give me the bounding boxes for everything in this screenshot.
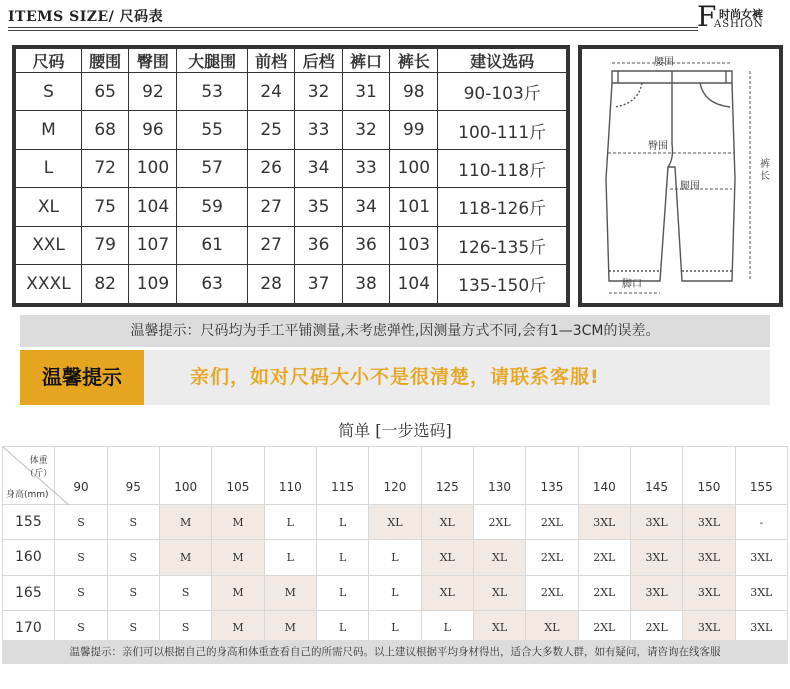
brand-en: ASHION: [714, 19, 764, 30]
thigh-label: 腿围: [680, 181, 700, 192]
size-table-header-cell: 腰围: [81, 47, 128, 73]
chooser-size-cell: 3XL: [578, 505, 630, 540]
size-chooser-grid: [2, 446, 788, 646]
size-table-cell: 24: [247, 73, 294, 111]
chooser-weight-cell: 140: [578, 447, 630, 505]
size-table-row: [14, 264, 568, 305]
chooser-weight-cell: 110: [264, 447, 316, 505]
chooser-size-cell: S: [55, 575, 107, 610]
chooser-row: [3, 575, 788, 610]
size-table-cell: 55: [177, 111, 247, 149]
size-chooser-table: [2, 446, 788, 646]
chooser-size-cell: 2XL: [473, 505, 525, 540]
chooser-weight-cell: 115: [316, 447, 368, 505]
header-divider-2: [8, 30, 698, 31]
size-table-header-cell: 裤长: [390, 47, 438, 73]
chooser-weight-cell: 130: [473, 447, 525, 505]
chooser-size-cell: XL: [526, 610, 578, 645]
size-table-cell: 100: [129, 149, 177, 187]
size-table-cell: 57: [177, 149, 247, 187]
chooser-height-cell: 155: [3, 505, 55, 540]
chooser-size-cell: XL: [473, 610, 525, 645]
size-table-cell: 36: [295, 226, 342, 264]
chooser-size-cell: XL: [421, 575, 473, 610]
size-table-cell: 36: [342, 226, 389, 264]
brand-logo-letter: F: [697, 0, 717, 33]
size-table-cell: 100: [390, 149, 438, 187]
waist-label: 腰围: [654, 57, 674, 68]
chooser-size-cell: 3XL: [630, 505, 682, 540]
size-table-cell: 61: [177, 226, 247, 264]
size-table-header-cell: 尺码: [14, 47, 81, 73]
size-table-cell: 33: [342, 149, 389, 187]
tip-banner-text: 亲们，如对尺码大小不是很清楚，请联系客服!: [190, 366, 600, 388]
size-table-cell: 104: [390, 264, 438, 305]
chooser-size-cell: 2XL: [578, 610, 630, 645]
size-table-cell: 75: [81, 188, 128, 226]
size-table: [12, 45, 570, 307]
size-table-header-cell: 建议选码: [438, 47, 568, 73]
size-table-cell: 34: [295, 149, 342, 187]
chooser-size-cell: M: [159, 540, 211, 575]
size-table-cell: L: [14, 149, 81, 187]
size-table-header-cell: 大腿围: [177, 47, 247, 73]
chooser-size-cell: S: [55, 505, 107, 540]
size-table-cell: 32: [342, 111, 389, 149]
pants-diagram: [578, 45, 783, 307]
size-table-cell: 35: [295, 188, 342, 226]
size-table-cell: XXXL: [14, 264, 81, 305]
size-table-cell: 59: [177, 188, 247, 226]
weight-axis-label: 体重（斤）: [25, 456, 53, 479]
chooser-size-cell: 2XL: [526, 505, 578, 540]
chooser-weight-cell: 100: [159, 447, 211, 505]
chooser-size-cell: L: [421, 610, 473, 645]
chooser-size-cell: S: [107, 505, 159, 540]
page-header: [0, 0, 790, 34]
size-table-cell: 98: [390, 73, 438, 111]
size-table-cell: 72: [81, 149, 128, 187]
chooser-size-cell: L: [316, 540, 368, 575]
height-axis-label: 身高(mm): [6, 490, 49, 500]
chooser-row: [3, 505, 788, 540]
chooser-size-cell: 3XL: [683, 610, 735, 645]
size-table-cell: 103: [390, 226, 438, 264]
size-table-cell: 27: [247, 188, 294, 226]
chooser-title-bracket: [一步选码]: [375, 421, 452, 440]
chooser-size-cell: M: [159, 505, 211, 540]
chooser-weight-cell: 120: [369, 447, 421, 505]
chooser-size-cell: 3XL: [683, 575, 735, 610]
chooser-weight-cell: 95: [107, 447, 159, 505]
chooser-size-cell: S: [55, 610, 107, 645]
chooser-size-cell: 2XL: [526, 575, 578, 610]
size-table-cell: XL: [14, 188, 81, 226]
chooser-weight-cell: 135: [526, 447, 578, 505]
size-table-cell: 101: [390, 188, 438, 226]
size-table-cell: 107: [129, 226, 177, 264]
chooser-size-cell: M: [212, 575, 264, 610]
size-table-cell: 104: [129, 188, 177, 226]
size-table-cell: 63: [177, 264, 247, 305]
chooser-size-cell: 2XL: [630, 610, 682, 645]
measurement-note: 温馨提示：尺码均为手工平铺测量,未考虑弹性,因测量方式不同,会有1—3CM的误差。: [20, 315, 770, 347]
chooser-size-cell: 2XL: [526, 540, 578, 575]
chooser-size-cell: XL: [421, 505, 473, 540]
chooser-size-cell: M: [212, 505, 264, 540]
chooser-weight-cell: 90: [55, 447, 107, 505]
size-table-cell: 109: [129, 264, 177, 305]
size-table-cell: 31: [342, 73, 389, 111]
chooser-size-cell: M: [212, 540, 264, 575]
chooser-size-cell: 3XL: [683, 540, 735, 575]
size-table-cell: 68: [81, 111, 128, 149]
chooser-size-cell: 2XL: [578, 540, 630, 575]
tip-banner-tag: 温馨提示: [20, 350, 144, 405]
chooser-size-cell: L: [369, 610, 421, 645]
size-table-cell: S: [14, 73, 81, 111]
chooser-size-cell: XL: [421, 540, 473, 575]
size-table-cell: 118-126斤: [438, 188, 568, 226]
chooser-weight-cell: 125: [421, 447, 473, 505]
chooser-size-cell: S: [159, 610, 211, 645]
hip-label: 臀围: [648, 141, 668, 152]
chooser-row: [3, 540, 788, 575]
chooser-size-cell: L: [369, 540, 421, 575]
size-table-cell: 33: [295, 111, 342, 149]
chooser-size-cell: L: [316, 575, 368, 610]
size-table-row: [14, 226, 568, 264]
chooser-size-cell: S: [159, 575, 211, 610]
size-table-row: [14, 111, 568, 149]
size-table-cell: 27: [247, 226, 294, 264]
brand-cn: 时尚女裤: [719, 8, 763, 21]
size-table-cell: 53: [177, 73, 247, 111]
chooser-title-main: 简单: [338, 421, 371, 440]
chooser-size-cell: M: [264, 575, 316, 610]
size-table-cell: 34: [342, 188, 389, 226]
header-divider: [8, 27, 698, 28]
size-table-row: [14, 149, 568, 187]
size-table-cell: 65: [81, 73, 128, 111]
chooser-size-cell: L: [264, 505, 316, 540]
chooser-size-cell: S: [107, 540, 159, 575]
pants-outline-icon: [582, 49, 779, 303]
chooser-size-cell: XL: [473, 540, 525, 575]
size-table-header-cell: 前档: [247, 47, 294, 73]
size-table-header-cell: 裤口: [342, 47, 389, 73]
size-table-cell: 96: [129, 111, 177, 149]
page-title: ITEMS SIZE/ 尺码表: [8, 9, 164, 25]
chooser-size-cell: 3XL: [630, 575, 682, 610]
chooser-size-cell: M: [212, 610, 264, 645]
chooser-size-cell: L: [316, 505, 368, 540]
chooser-height-cell: 170: [3, 610, 55, 645]
chooser-size-cell: 3XL: [735, 610, 787, 645]
tip-banner: [20, 350, 770, 405]
footer-note: 温馨提示：亲们可以根据自己的身高和体重查看自己的所需尺码。以上建议根据平均身材得出，适合大多数人群，如有疑问，请咨询在线客服: [2, 640, 788, 664]
size-table-cell: 126-135斤: [438, 226, 568, 264]
size-table-cell: 92: [129, 73, 177, 111]
size-table-cell: 99: [390, 111, 438, 149]
chooser-size-cell: L: [369, 575, 421, 610]
chooser-weight-cell: 145: [630, 447, 682, 505]
size-table-grid: [12, 45, 570, 307]
chooser-size-cell: S: [107, 575, 159, 610]
chooser-size-cell: 3XL: [630, 540, 682, 575]
size-table-cell: 82: [81, 264, 128, 305]
size-table-row: [14, 73, 568, 111]
chooser-size-cell: XL: [473, 575, 525, 610]
chooser-size-cell: XL: [369, 505, 421, 540]
size-table-row: [14, 188, 568, 226]
chooser-weight-cell: 155: [735, 447, 787, 505]
chooser-size-cell: -: [735, 505, 787, 540]
size-table-header-cell: 臀围: [129, 47, 177, 73]
chooser-size-cell: S: [107, 610, 159, 645]
size-table-cell: 26: [247, 149, 294, 187]
size-table-cell: 79: [81, 226, 128, 264]
chooser-weight-cell: 150: [683, 447, 735, 505]
size-table-cell: 135-150斤: [438, 264, 568, 305]
size-table-cell: 100-111斤: [438, 111, 568, 149]
chooser-corner-cell: [3, 447, 55, 505]
chooser-height-cell: 160: [3, 540, 55, 575]
chooser-size-cell: 3XL: [735, 575, 787, 610]
chooser-weight-row: [3, 447, 788, 505]
size-table-cell: XXL: [14, 226, 81, 264]
size-table-cell: 37: [295, 264, 342, 305]
chooser-size-cell: 2XL: [578, 575, 630, 610]
size-table-cell: M: [14, 111, 81, 149]
chooser-size-cell: 3XL: [683, 505, 735, 540]
chooser-height-cell: 165: [3, 575, 55, 610]
size-table-cell: 25: [247, 111, 294, 149]
chooser-size-cell: S: [55, 540, 107, 575]
length-label: 裤长: [760, 159, 770, 182]
chooser-weight-cell: 105: [212, 447, 264, 505]
chooser-size-cell: L: [316, 610, 368, 645]
hem-label: 脚口: [622, 279, 642, 290]
size-table-cell: 90-103斤: [438, 73, 568, 111]
size-table-header-cell: 后档: [295, 47, 342, 73]
size-table-header: [14, 47, 568, 73]
chooser-size-cell: M: [264, 610, 316, 645]
size-table-cell: 38: [342, 264, 389, 305]
size-table-cell: 28: [247, 264, 294, 305]
chooser-size-cell: 3XL: [735, 540, 787, 575]
chooser-size-cell: L: [264, 540, 316, 575]
chooser-title: [0, 418, 790, 441]
size-table-cell: 32: [295, 73, 342, 111]
size-table-cell: 110-118斤: [438, 149, 568, 187]
